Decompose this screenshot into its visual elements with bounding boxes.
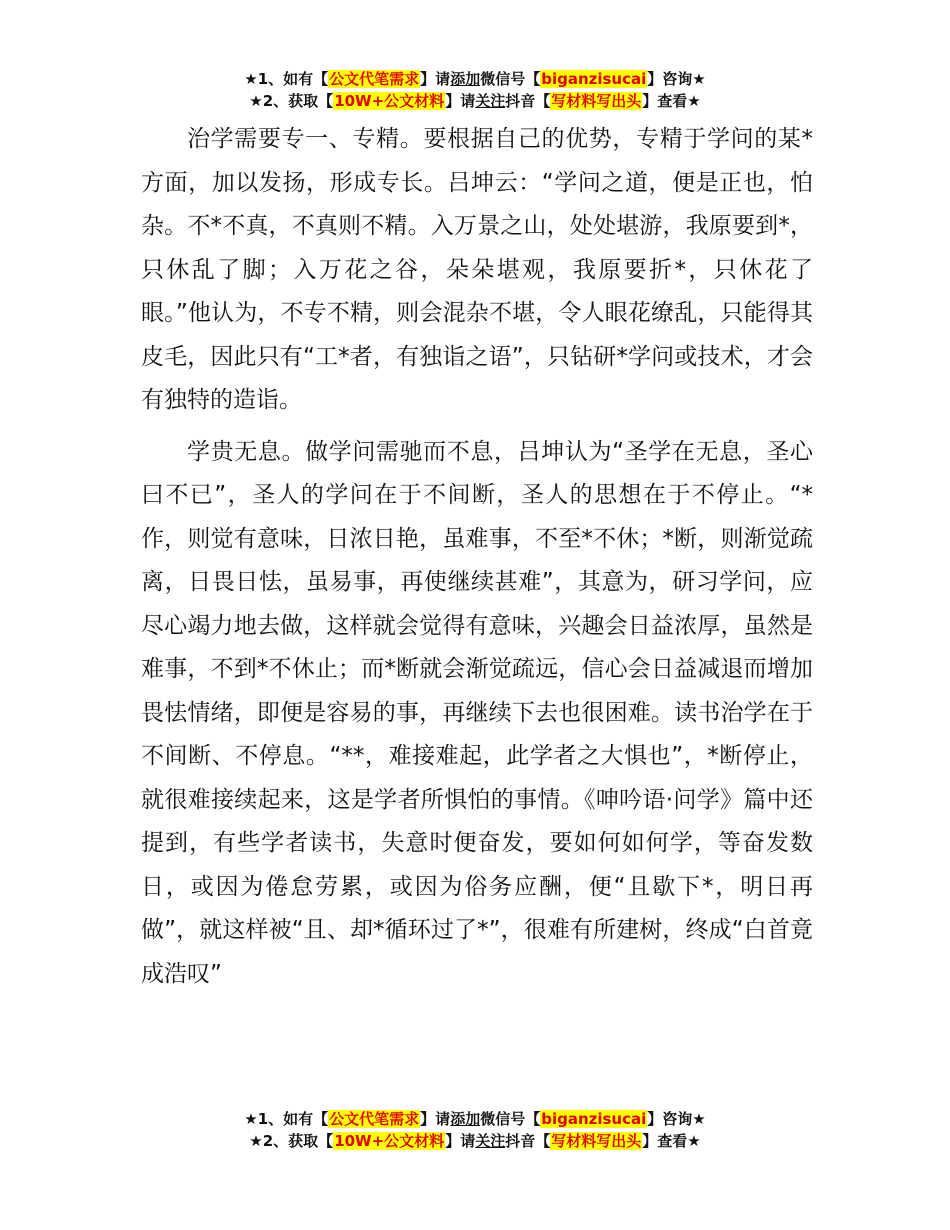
footer-highlight-materials: 10W+公文材料	[334, 1132, 445, 1150]
footer-line-1-text-2: 微信号【	[480, 1110, 541, 1128]
footer-line-2-text-2: 抖音【	[505, 1132, 551, 1150]
footer-highlight-wechat-id: biganzisucai	[541, 1110, 647, 1128]
footer-line-1	[0, 1108, 950, 1130]
article-paragraph-1: 治学需要专一、专精。要根据自己的优势，专精于学问的某*方面，加以发扬，形成专长。吕坤云：“学问之道，便是正也，怕杂。不*不真，不真则不精。入万景之山，处处堪游，我原要到*，只休乱了脚；入万花之谷，朵朵堪观，我原要折*，只休花了眼。”他认为，不专不精，则会混杂不堪，令人眼花缭乱，只能得其皮毛，因此只有“工*者，有独诣之语”，只钻研*学问或技术，才会有独特的造诣。	[141, 126, 813, 413]
footer-line-2	[0, 1130, 950, 1152]
header-line-1-prefix: ★1、如有【	[244, 70, 329, 88]
header-line-2-text: 】请	[445, 92, 476, 110]
header-highlight-ghostwriting: 公文代笔需求	[329, 70, 420, 88]
header-line-2-suffix: 】查看★	[642, 92, 701, 110]
footer-line-1-text: 】请	[420, 1110, 451, 1128]
header-line-1-suffix: 】咨询★	[647, 70, 706, 88]
header-underline-add: 添加	[450, 70, 481, 88]
header-line-2-text-2: 抖音【	[505, 92, 551, 110]
header-line-2	[0, 90, 950, 112]
header-line-2-prefix: ★2、获取【	[249, 92, 334, 110]
footer-line-2-suffix: 】查看★	[642, 1132, 701, 1150]
footer-line-2-text: 】请	[445, 1132, 476, 1150]
footer-line-1-prefix: ★1、如有【	[244, 1110, 329, 1128]
header-highlight-materials: 10W+公文材料	[334, 92, 445, 110]
footer-highlight-ghostwriting: 公文代笔需求	[329, 1110, 420, 1128]
article-body	[141, 118, 813, 996]
footer-underline-add: 添加	[450, 1110, 481, 1128]
footer-line-2-prefix: ★2、获取【	[249, 1132, 334, 1150]
header-line-1	[0, 68, 950, 90]
article-paragraph-2: 学贵无息。做学问需驰而不息，吕坤认为“圣学在无息，圣心曰不已”，圣人的学问在于不间断，圣人的思想在于不停止。“*作，则觉有意味，日浓日艳，虽难事，不至*不休；*断，则渐觉疏离，日畏日怯，虽易事，再使继续甚难”，其意为，研习学问，应尽心竭力地去做，这样就会觉得有意味，兴趣会日益浓厚，虽然是难事，不到*不休止；而*断就会渐觉疏远，信心会日益减退而增加畏怯情绪，即便是容易的事，再继续下去也很困难。读书治学在于不间断、不停息。“**，难接难起，此学者之大惧也”，*断停止，就很难接续起来，这是学者所惧怕的事情。《呻吟语·问学》篇中还提到，有些学者读书，失意时便奋发，要如何如何学，等奋发数日，或因为倦怠劳累，或因为俗务应酬，便“且歇下*，明日再做”，就这样被“且、却*循环过了*”，很难有所建树，终成“白首竟成浩叹”	[141, 438, 813, 987]
header-highlight-wechat-id: biganzisucai	[541, 70, 647, 88]
footer-line-1-suffix: 】咨询★	[647, 1110, 706, 1128]
header-underline-follow: 关注	[475, 92, 506, 110]
footer-underline-follow: 关注	[475, 1132, 506, 1150]
header-banner	[0, 68, 950, 112]
header-highlight-douyin-account: 写材料写出头	[551, 92, 642, 110]
footer-highlight-douyin-account: 写材料写出头	[551, 1132, 642, 1150]
footer-banner	[0, 1108, 950, 1152]
header-line-1-text-2: 微信号【	[480, 70, 541, 88]
header-line-1-text: 】请	[420, 70, 451, 88]
